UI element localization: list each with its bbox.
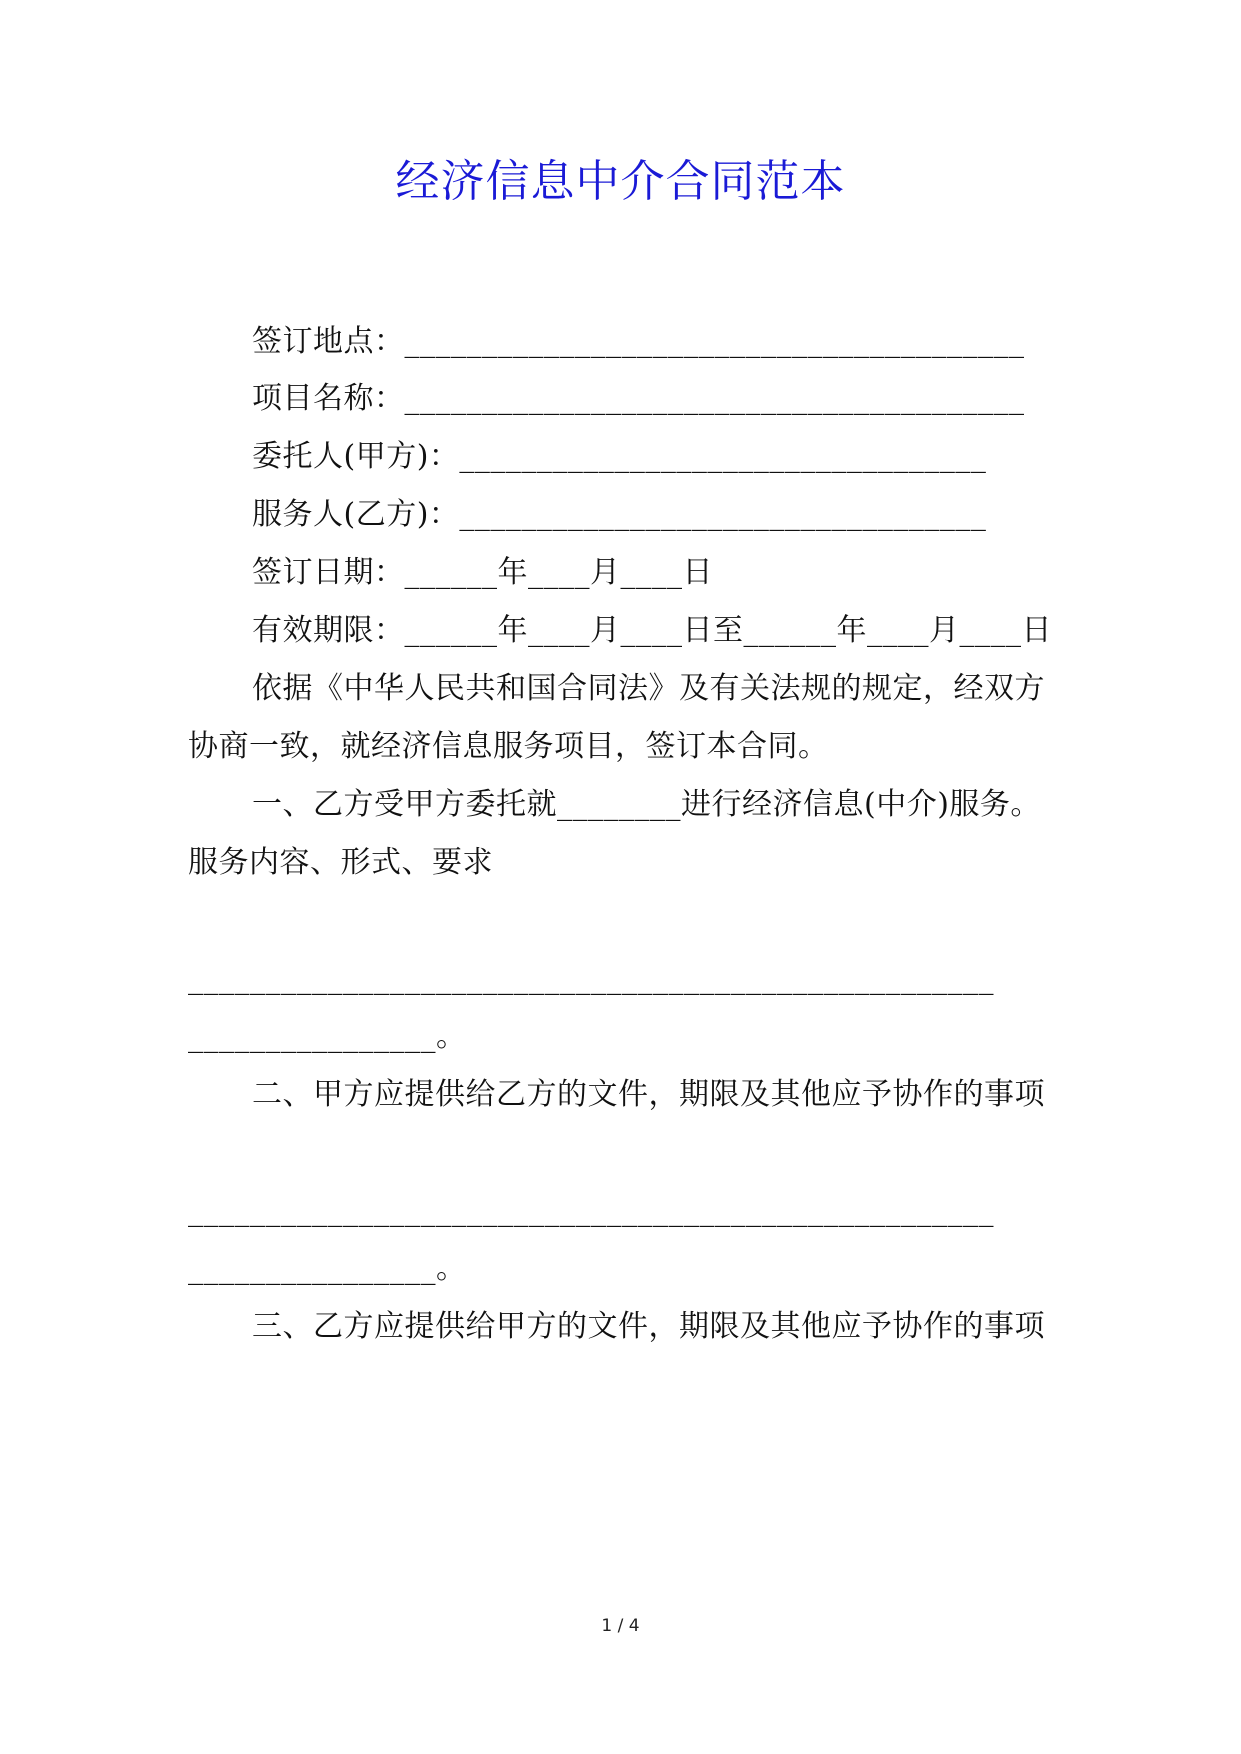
clause-3-line-1: 三、乙方应提供给甲方的文件，期限及其他应予协作的事项: [252, 1309, 1045, 1344]
field-validity-period: 有效期限：______年____月____日至______年____月____日: [252, 613, 1052, 648]
field-client-party-a: 委托人(甲方)：__________________________________: [252, 439, 987, 474]
clause-2-blank-line: ____________________________________________________: [188, 1193, 994, 1228]
clause-1-blank-line: ____________________________________________________: [188, 961, 994, 996]
document-title: 经济信息中介合同范本: [395, 156, 846, 207]
clause-2-blank-line-end: ________________。: [188, 1251, 467, 1286]
field-sign-date: 签订日期：______年____月____日: [252, 555, 713, 590]
field-project-name: 项目名称：________________________________________: [252, 381, 1025, 416]
preamble-line-1: 依据《中华人民共和国合同法》及有关法规的规定，经双方: [252, 671, 1045, 706]
clause-1-line-2: 服务内容、形式、要求: [188, 845, 493, 880]
page-number: 1 / 4: [601, 1616, 640, 1636]
clause-2-line-1: 二、甲方应提供给乙方的文件，期限及其他应予协作的事项: [252, 1077, 1045, 1112]
preamble-line-2: 协商一致，就经济信息服务项目，签订本合同。: [188, 729, 829, 764]
clause-1-line-1: 一、乙方受甲方委托就________进行经济信息(中介)服务。: [252, 787, 1041, 822]
field-sign-place: 签订地点：________________________________________: [252, 324, 1025, 359]
field-provider-party-b: 服务人(乙方)：__________________________________: [252, 497, 987, 532]
clause-1-blank-line-end: ________________。: [188, 1019, 467, 1054]
